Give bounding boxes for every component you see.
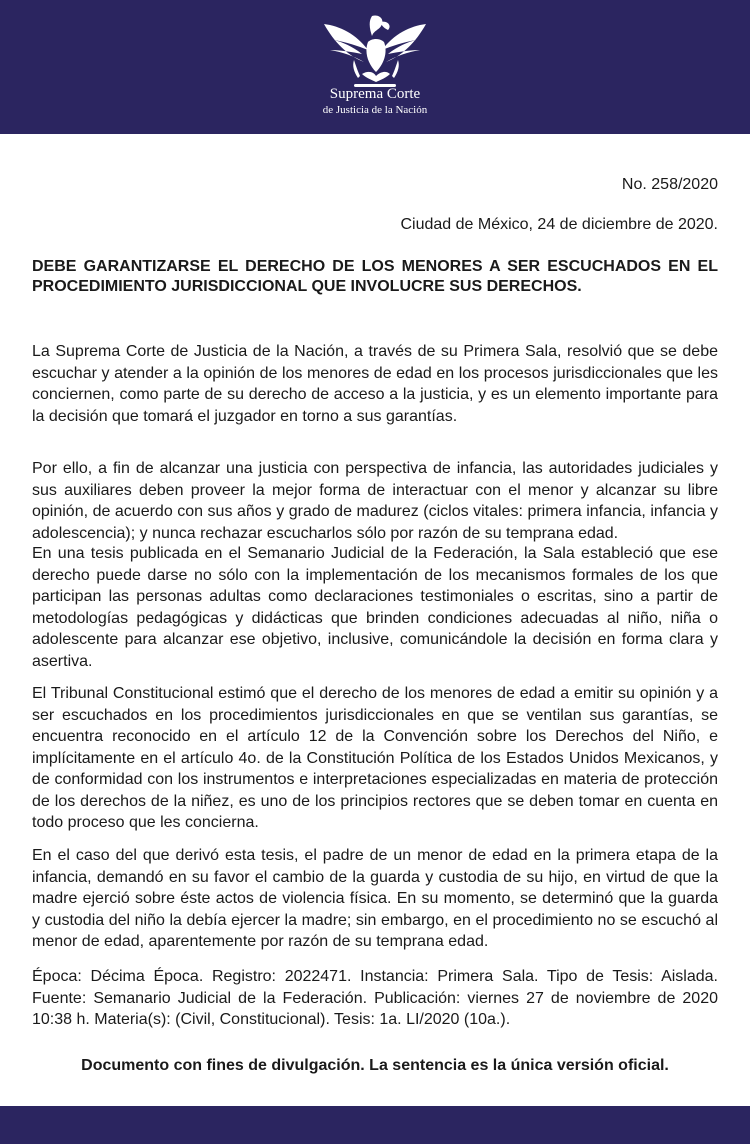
press-release-number: No. 258/2020	[621, 176, 718, 193]
dateline: Ciudad de México, 24 de diciembre de 2020.	[400, 216, 718, 233]
header-banner	[0, 0, 750, 134]
disclaimer-note: Documento con fines de divulgación. La sentencia es la única versión oficial.	[81, 1057, 669, 1074]
footer-bar	[0, 1106, 750, 1144]
paragraph: En el caso del que derivó esta tesis, el padre de un menor de edad en la primera etapa de la infancia, demandó en su favor el cambio de la guarda y custodia de su hijo, en virtud de que la madre ejerció sobre éste actos de violencia física. En su momento, se determinó que la guarda y custodia del niño la debía ejercer la madre; sin embargo, en el procedimiento no se escuchó al menor de edad, aparentemente por razón de su temprana edad.	[32, 847, 718, 950]
org-subtitle: de Justicia de la Nación	[322, 104, 428, 116]
eagle-emblem-icon	[318, 12, 432, 94]
headline: DEBE GARANTIZARSE EL DERECHO DE LOS MENORES A SER ESCUCHADOS EN EL PROCEDIMIENTO JURISDICCIONAL QUE INVOLUCRE SUS DERECHOS.	[32, 258, 718, 295]
org-name: Suprema Corte	[329, 86, 421, 102]
paragraph: Por ello, a fin de alcanzar una justicia con perspectiva de infancia, las autoridades judiciales y sus auxiliares deben proveer la mejor forma de interactuar con el menor y alcanzar su libre opinión, de acuerdo con sus años y grado de madurez (ciclos vitales: primera infancia, infancia y adolescencia); y nunca rechazar escucharlos sólo por razón de su temprana edad.	[32, 460, 718, 542]
paragraph: El Tribunal Constitucional estimó que el derecho de los menores de edad a emitir su opinión y a ser escuchados en los procedimientos jurisdiccionales en que se ventilan sus garantías, se encuentra reconocido en el artículo 12 de la Convención sobre los Derechos del Niño, e implícitamente en el artículo 4o. de la Constitución Política de los Estados Unidos Mexicanos, y de conformidad con los instrumentos e interpretaciones especializadas en materia de protección de los derechos de la niñez, es uno de los principios rectores que se deben tomar en cuenta en todo proceso que les concierna.	[32, 685, 718, 831]
paragraph: En una tesis publicada en el Semanario Judicial de la Federación, la Sala estableció que ese derecho puede darse no sólo con la implementación de los mecanismos formales de los que participan las personas adultas como declaraciones testimoniales o escritas, sino a partir de metodologías pedagógicas y didácticas que brinden condiciones adecuadas al niño, niña o adolescente para alcanzar ese objetivo, inclusive, comunicándole la decisión en forma clara y asertiva.	[32, 545, 718, 670]
paragraph: La Suprema Corte de Justicia de la Nación, a través de su Primera Sala, resolvió que se debe escuchar y atender a la opinión de los menores de edad en los procesos jurisdiccionales que les conciernen, como parte de su derecho de acceso a la justicia, y es un elemento importante para la decisión que tomará el juzgador en torno a sus garantías.	[32, 343, 718, 425]
citation-paragraph: Época: Décima Época. Registro: 2022471. Instancia: Primera Sala. Tipo de Tesis: Aislada. Fuente: Semanario Judicial de la Federación. Publicación: viernes 27 de noviembre de 2020 10:38 h. Materia(s): (Civil, Constitucional). Tesis: 1a. LI/2020 (10a.).	[32, 968, 718, 1028]
